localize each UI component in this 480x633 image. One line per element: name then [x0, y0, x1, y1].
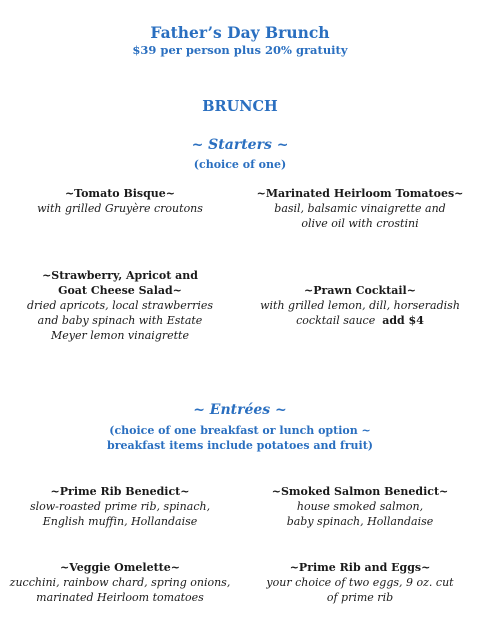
starter-prawn-cocktail [240, 283, 480, 328]
dish-name: ~Veggie Omelette~ [60, 561, 180, 574]
dish-desc: olive oil with crostini [301, 217, 419, 230]
dish-desc: baby spinach, Hollandaise [286, 515, 434, 528]
price-line: $39 per person plus 20% gratuity [132, 43, 348, 57]
dish-desc: English muffin, Hollandaise [42, 515, 198, 528]
dish-name: Goat Cheese Salad~ [58, 284, 182, 297]
entrees-note-1: (choice of one breakfast or lunch option ~ [109, 424, 371, 437]
dish-name: ~Smoked Salmon Benedict~ [271, 485, 449, 498]
entrees-note-2: breakfast items include potatoes and fruit) [107, 439, 373, 452]
dish-desc: basil, balsamic vinaigrette and [274, 202, 446, 215]
dish-desc-text: cocktail sauce [296, 314, 376, 327]
dish-name: ~Tomato Bisque~ [64, 187, 176, 200]
dish-desc: of prime rib [326, 591, 394, 604]
dish-name: ~Strawberry, Apricot and [42, 269, 198, 282]
dish-desc: your choice of two eggs, 9 oz. cut [266, 576, 454, 589]
dish-desc: slow-roasted prime rib, spinach, [29, 500, 211, 513]
page-title: Father’s Day Brunch [150, 23, 330, 42]
dish-name: ~Prawn Cocktail~ [304, 284, 416, 297]
entree-prime-rib-benedict [0, 484, 240, 529]
starters-note: (choice of one) [193, 158, 287, 171]
entree-prime-rib-and-eggs [240, 560, 480, 605]
dish-name: ~Prime Rib and Eggs~ [289, 561, 431, 574]
section-title: BRUNCH [202, 98, 278, 115]
dish-desc: dried apricots, local strawberries [27, 299, 213, 312]
dish-desc: house smoked salmon, [296, 500, 424, 513]
addon-price: add $4 [382, 314, 424, 327]
dish-desc: marinated Heirloom tomatoes [36, 591, 204, 604]
starters-heading: ~ Starters ~ [191, 137, 289, 153]
starter-strawberry-salad [0, 268, 240, 343]
starter-tomato-bisque [0, 186, 240, 216]
entrees-heading: ~ Entrées ~ [193, 402, 287, 418]
dish-desc: and baby spinach with Estate [37, 314, 203, 327]
starter-heirloom-tomatoes [240, 186, 480, 231]
dish-name: ~Marinated Heirloom Tomatoes~ [256, 187, 464, 200]
entree-smoked-salmon-benedict [240, 484, 480, 529]
dish-desc: Meyer lemon vinaigrette [51, 329, 189, 342]
dish-desc: with grilled lemon, dill, horseradish [260, 299, 460, 312]
dish-desc: with grilled Gruyère croutons [37, 202, 203, 215]
dish-desc-line [240, 313, 480, 328]
entree-veggie-omelette [0, 560, 240, 605]
dish-name: ~Prime Rib Benedict~ [50, 485, 190, 498]
dish-desc: zucchini, rainbow chard, spring onions, [9, 576, 231, 589]
